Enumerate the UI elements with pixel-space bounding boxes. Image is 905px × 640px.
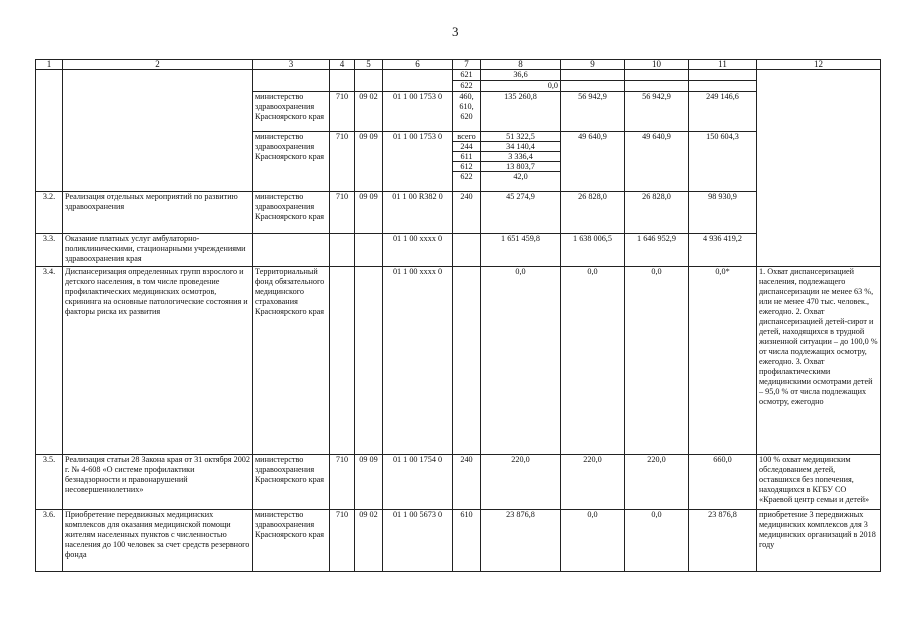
executor-cell — [253, 234, 330, 267]
row-number: 3.4. — [36, 267, 63, 455]
empty-cell — [330, 70, 355, 92]
header-cell: 8 — [481, 60, 561, 70]
header-cell: 9 — [561, 60, 625, 70]
rzpr-cell: 09 09 — [355, 132, 383, 192]
kvr-cell: 610 — [453, 510, 481, 572]
value-cell: 0,0* — [689, 267, 757, 455]
executor-cell: Территориальный фонд обязательного медицинского страхования Красноярского края — [253, 267, 330, 455]
executor-cell: министерство здравоохранения Красноярского края — [253, 92, 330, 132]
value-cell: 23 876,8 — [481, 510, 561, 572]
row-number: 3.3. — [36, 234, 63, 267]
grbs-cell: 710 — [330, 455, 355, 510]
kvr-value: 622 — [453, 171, 480, 181]
kvr-cell: 460, 610, 620 — [453, 92, 481, 132]
empty-cell — [625, 81, 689, 92]
value-cell: 36,6 — [481, 70, 561, 81]
header-cell: 7 — [453, 60, 481, 70]
rzpr-cell: 09 09 — [355, 455, 383, 510]
value-cell: 0,0 — [561, 267, 625, 455]
header-cell: 1 — [36, 60, 63, 70]
row-number: 3.6. — [36, 510, 63, 572]
grbs-cell — [330, 234, 355, 267]
row-name: Оказание платных услуг амбулаторно-поликлиническими, стационарными учреждениями здравоохранения края — [63, 234, 253, 267]
executor-cell: министерство здравоохранения Красноярского края — [253, 132, 330, 192]
empty-cell — [625, 70, 689, 81]
num-cell — [36, 70, 63, 192]
rzpr-cell: 09 02 — [355, 92, 383, 132]
value-cell: 1 638 006,5 — [561, 234, 625, 267]
value-cell: 135 260,8 — [481, 92, 561, 132]
result-cell: приобретение 3 передвижных медицинских комплексов для 3 медицинских организаций в 2018 году — [757, 510, 881, 572]
value-cell: 0,0 — [481, 81, 561, 92]
empty-cell — [355, 70, 383, 92]
csr-cell: 01 1 00 5673 0 — [383, 510, 453, 572]
empty-cell — [253, 70, 330, 92]
table-row — [36, 510, 881, 572]
kvr-cell — [453, 234, 481, 267]
header-cell: 12 — [757, 60, 881, 70]
kvr-cell: 240 — [453, 192, 481, 234]
csr-cell: 01 1 00 xxxx 0 — [383, 234, 453, 267]
value-item: 150 604,3 — [706, 132, 739, 141]
empty-cell — [689, 70, 757, 81]
table-row — [36, 267, 881, 455]
kvr-value: 244 — [453, 141, 480, 151]
header-cell: 6 — [383, 60, 453, 70]
value-item: 49 640,9 — [578, 132, 607, 141]
csr-cell: 01 1 00 R382 0 — [383, 192, 453, 234]
rzpr-cell — [355, 267, 383, 455]
executor-cell: министерство здравоохранения Красноярского края — [253, 455, 330, 510]
row-name: Реализация отдельных мероприятий по развитию здравоохранения — [63, 192, 253, 234]
rzpr-cell: 09 09 — [355, 192, 383, 234]
empty-cell — [561, 70, 625, 81]
value-cell: 56 942,9 — [561, 92, 625, 132]
table-row — [36, 455, 881, 510]
row-name: Диспансеризация определенных групп взрослого и детского населения, в том числе проведение профилактических медицинских осмотров, скрининга на основные патологические состояния и факторы риска их развития — [63, 267, 253, 455]
kvr-cell: 622 — [453, 81, 481, 92]
table-row — [36, 234, 881, 267]
kvr-value: 611 — [453, 151, 480, 161]
table-row — [36, 192, 881, 234]
name-cell — [63, 70, 253, 192]
value-cell: 249 146,6 — [689, 92, 757, 132]
row-name: Приобретение передвижных медицинских комплексов для оказания медицинской помощи жителям населенных пунктов с численностью населения до 100 человек за счет средств резервного фонда — [63, 510, 253, 572]
value-item: 49 640,9 — [642, 132, 671, 141]
rzpr-cell — [355, 234, 383, 267]
value-cell: 26 828,0 — [561, 192, 625, 234]
table-row — [36, 70, 881, 81]
value-cell: 26 828,0 — [625, 192, 689, 234]
kvr-cell — [453, 267, 481, 455]
value-cell: 56 942,9 — [625, 92, 689, 132]
value-cell: 220,0 — [481, 455, 561, 510]
value-item: 13 803,7 — [481, 161, 560, 171]
kvr-value: всего — [457, 132, 476, 141]
value-item: 51 322,5 — [506, 132, 535, 141]
row-number: 3.2. — [36, 192, 63, 234]
empty-cell — [757, 70, 881, 267]
header-cell: 10 — [625, 60, 689, 70]
value-stack — [625, 132, 689, 192]
value-cell: 4 936 419,2 — [689, 234, 757, 267]
grbs-cell: 710 — [330, 132, 355, 192]
csr-cell: 01 1 00 xxxx 0 — [383, 267, 453, 455]
value-stack — [689, 132, 757, 192]
value-item: 42,0 — [481, 171, 560, 181]
rzpr-cell: 09 02 — [355, 510, 383, 572]
executor-cell: министерство здравоохранения Красноярского края — [253, 510, 330, 572]
csr-cell: 01 1 00 1753 0 — [383, 92, 453, 132]
row-name: Реализация статьи 28 Закона края от 31 октября 2002 г. № 4-608 «О системе профилактики безнадзорности и правонарушений несовершеннолетних» — [63, 455, 253, 510]
value-cell: 23 876,8 — [689, 510, 757, 572]
program-table — [35, 59, 881, 572]
result-cell: 100 % охват медицинским обследованием детей, оставшихся без попечения, находящихся в КГБУ СО «Краевой центр семьи и детей» — [757, 455, 881, 510]
header-cell: 5 — [355, 60, 383, 70]
header-cell: 2 — [63, 60, 253, 70]
value-item: 3 336,4 — [481, 151, 560, 161]
csr-cell: 01 1 00 1754 0 — [383, 455, 453, 510]
kvr-cell: 240 — [453, 455, 481, 510]
value-cell: 0,0 — [625, 267, 689, 455]
value-cell: 0,0 — [481, 267, 561, 455]
value-cell: 220,0 — [561, 455, 625, 510]
empty-cell — [383, 70, 453, 92]
grbs-cell: 710 — [330, 92, 355, 132]
grbs-cell — [330, 267, 355, 455]
value-cell: 660,0 — [689, 455, 757, 510]
grbs-cell: 710 — [330, 192, 355, 234]
page-number: 3 — [452, 24, 459, 39]
header-cell: 3 — [253, 60, 330, 70]
empty-cell — [689, 81, 757, 92]
value-cell: 0,0 — [625, 510, 689, 572]
value-stack — [561, 132, 625, 192]
header-row — [36, 60, 881, 70]
value-cell: 45 274,9 — [481, 192, 561, 234]
value-item: 34 140,4 — [481, 141, 560, 151]
value-cell: 98 930,9 — [689, 192, 757, 234]
value-cell: 1 651 459,8 — [481, 234, 561, 267]
row-number: 3.5. — [36, 455, 63, 510]
csr-cell: 01 1 00 1753 0 — [383, 132, 453, 192]
value-cell: 1 646 952,9 — [625, 234, 689, 267]
kvr-cell: 621 — [453, 70, 481, 81]
result-cell: 1. Охват диспансеризацией населения, подлежащего диспансеризации не менее 63 %, или не менее 470 тыс. человек., ежегодно. 2. Охват диспансеризацией детей-сирот и детей, находящихся в трудной жизненной ситуации – до 100,0 % от числа подлежащих осмотру, ежегодно. 3. Охват профилактическими медицинскими осмотрами детей – 95,0 % от числа подлежащих осмотру, ежегодно — [757, 267, 881, 455]
grbs-cell: 710 — [330, 510, 355, 572]
header-cell: 11 — [689, 60, 757, 70]
value-cell: 220,0 — [625, 455, 689, 510]
kvr-value: 612 — [453, 161, 480, 171]
empty-cell — [561, 81, 625, 92]
value-cell: 0,0 — [561, 510, 625, 572]
value-stack — [481, 132, 561, 192]
executor-cell: министерство здравоохранения Красноярского края — [253, 192, 330, 234]
header-cell: 4 — [330, 60, 355, 70]
kvr-stack — [453, 132, 481, 192]
